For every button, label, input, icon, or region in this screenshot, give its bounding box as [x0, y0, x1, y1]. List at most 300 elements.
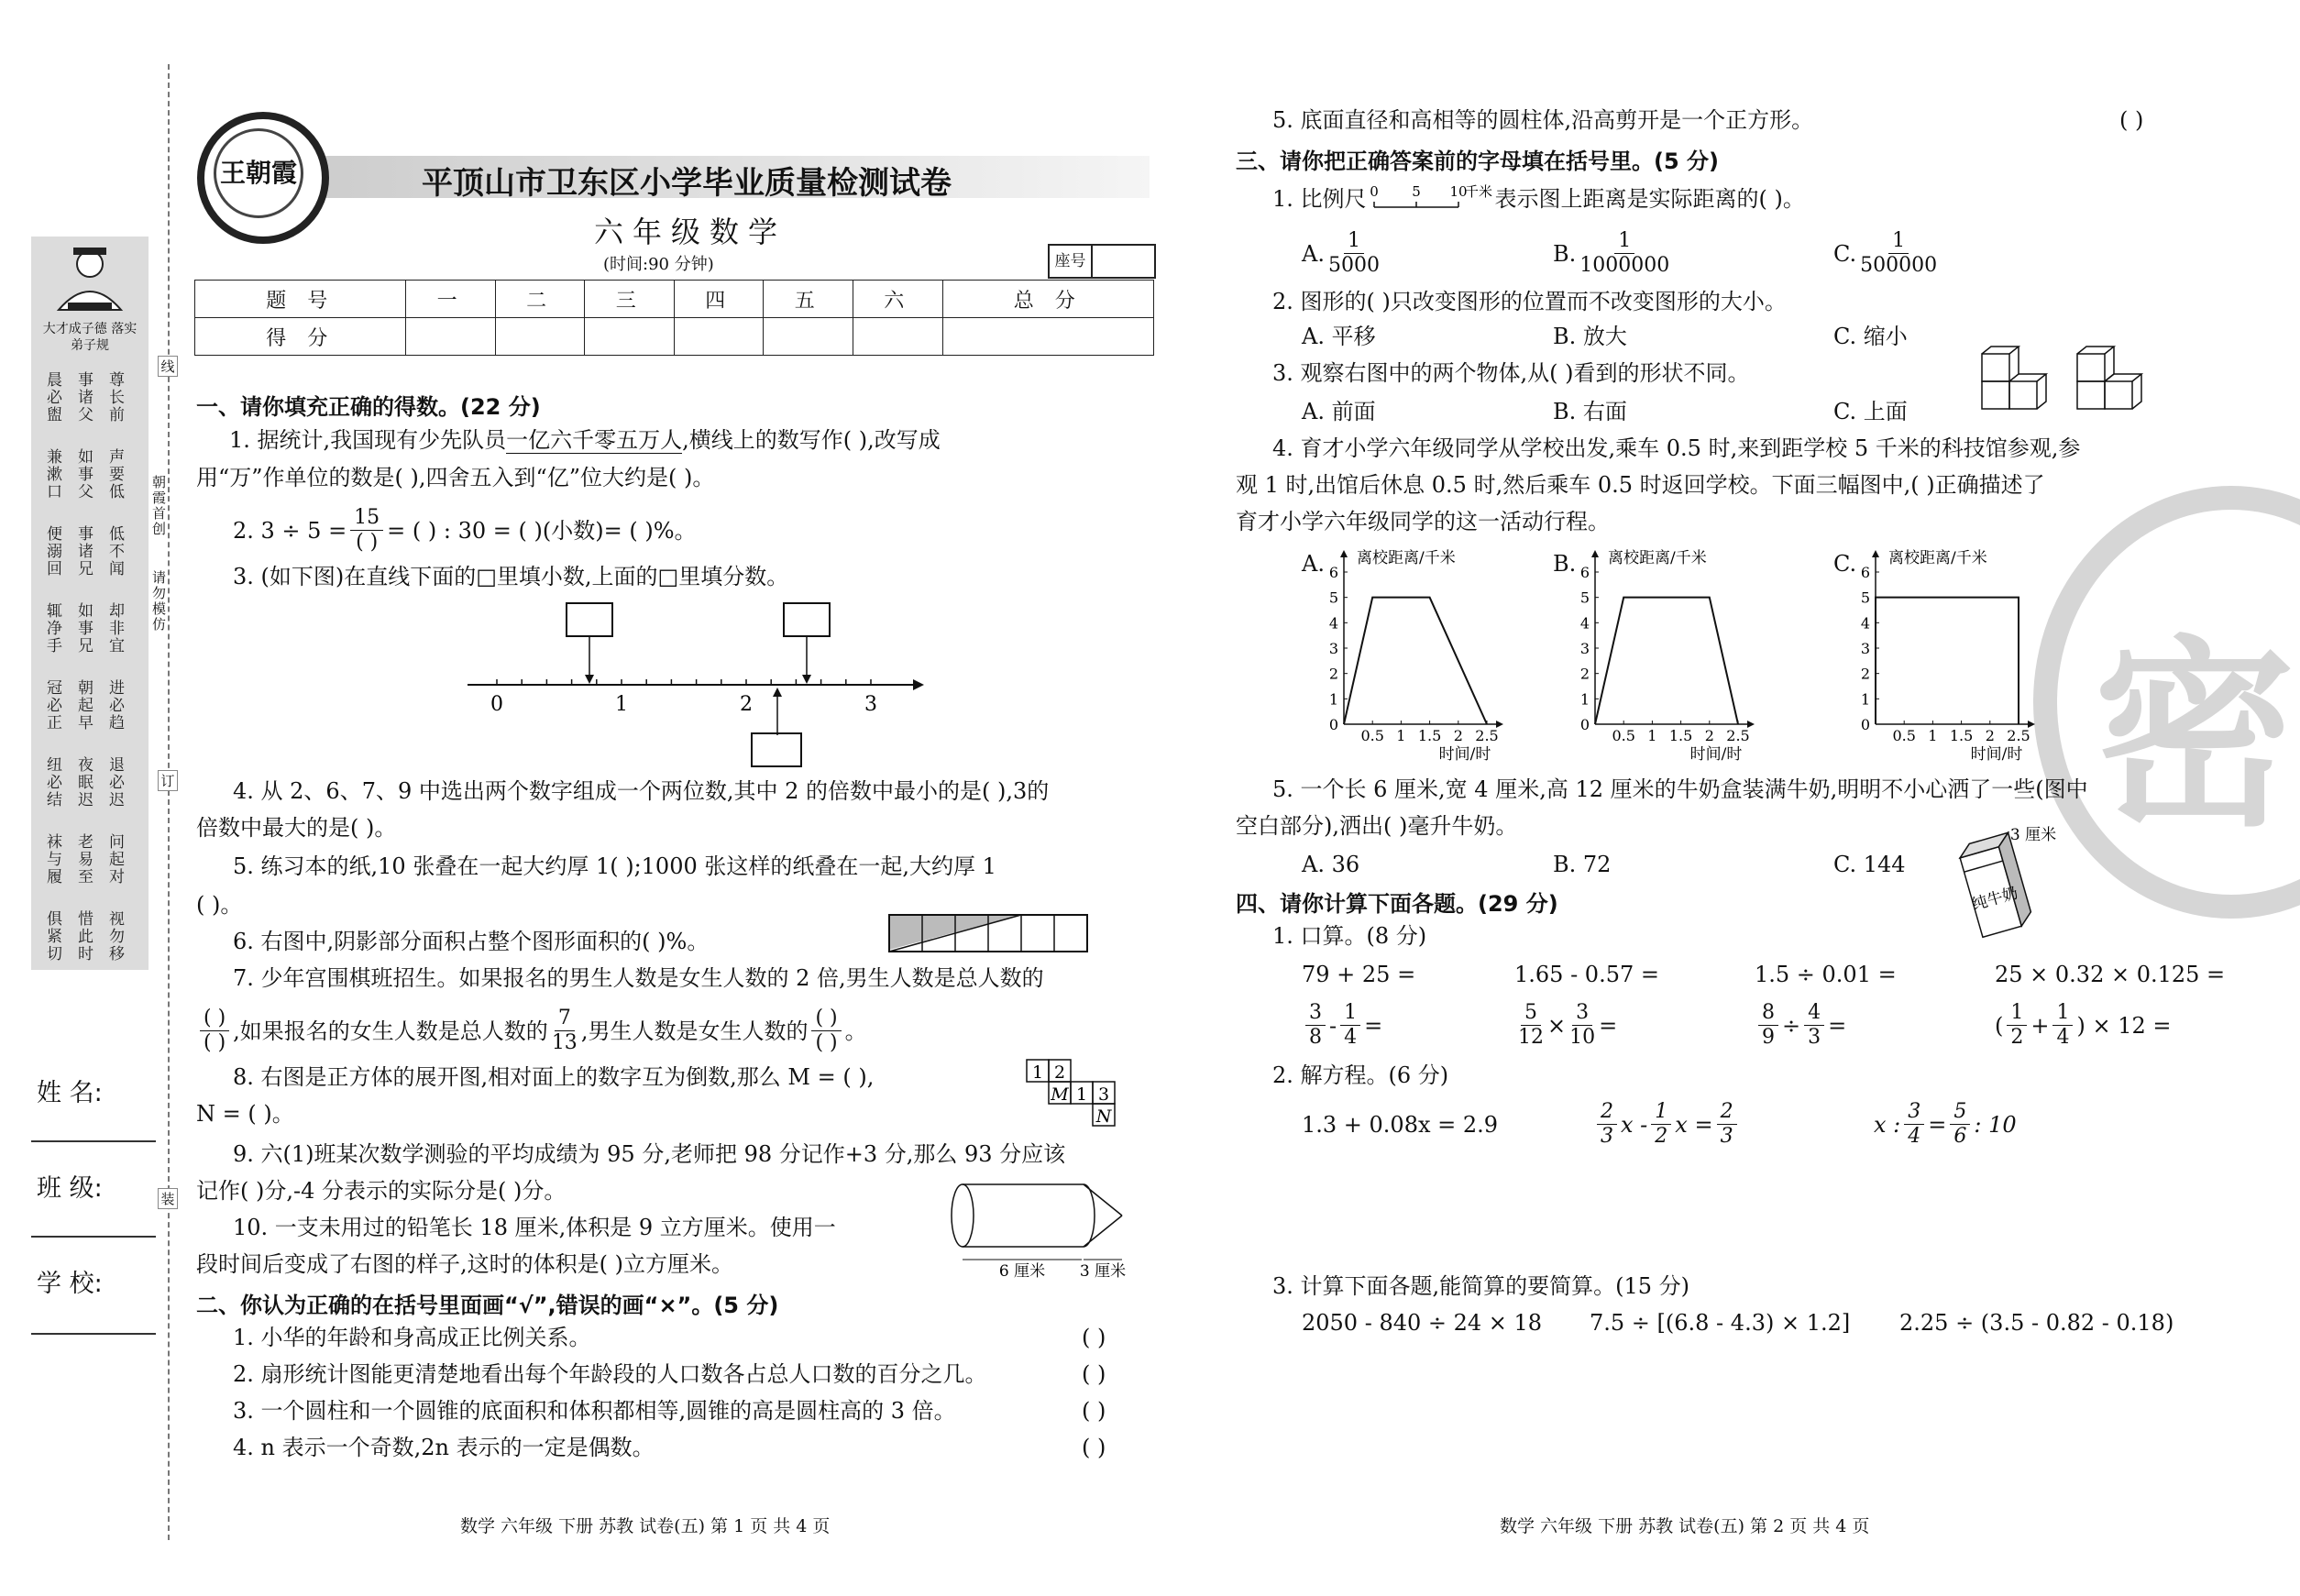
- tf-item-3: 3. 一个圆柱和一个圆锥的底面积和体积都相等,圆锥的高是圆柱高的 3 倍。: [233, 1398, 956, 1424]
- score-col-5: 五: [764, 281, 853, 318]
- graph-c: [1852, 546, 2072, 766]
- q9-line1: 9. 六(1)班某次数学测验的平均成绩为 95 分,老师把 98 分记作+3 分,那么 93 分应该: [233, 1141, 1066, 1167]
- y-tick-label: 3: [1860, 640, 1870, 657]
- num: 3: [1572, 1001, 1592, 1026]
- q6-text: 6. 右图中,阴影部分面积占整个图形面积的( )%。: [233, 929, 710, 954]
- q7-blank-fraction-2[interactable]: [811, 1007, 841, 1055]
- footer-left: 数学 六年级 下册 苏教 试卷(五) 第 1 页 共 4 页: [460, 1516, 831, 1536]
- y-tick-label: 5: [1328, 589, 1338, 607]
- motto-column: 视勿移: [109, 910, 125, 963]
- tick-label-0: 0: [490, 693, 503, 716]
- brand-note-2: 请勿模仿: [152, 569, 167, 633]
- frac: [1804, 1001, 1824, 1050]
- graph-a: [1320, 546, 1540, 766]
- score-table-score-row: [195, 318, 1154, 356]
- blank-num: ( ): [811, 1007, 841, 1031]
- y-tick-label: 0: [1328, 716, 1338, 733]
- y-tick-label: 3: [1579, 640, 1590, 657]
- shaded-rectangle-figure: [887, 913, 1089, 953]
- blank-num: ( ): [200, 1007, 229, 1031]
- subject-title: 六年级数学: [594, 215, 787, 249]
- tf-item-1: 1. 小华的年龄和身高成正比例关系。: [233, 1325, 591, 1350]
- cube-edge: [2105, 347, 2114, 381]
- motto-column: 老易至: [78, 833, 94, 886]
- opt-num: 1: [1614, 229, 1634, 254]
- den: 12: [1518, 1026, 1544, 1049]
- op: -: [1329, 1012, 1337, 1039]
- x-tick-label: 1: [1928, 727, 1938, 744]
- section-2-title: 二、你认为正确的在括号里面画“√”,错误的画“×”。(5 分): [196, 1293, 779, 1318]
- op: ÷: [1782, 1012, 1801, 1039]
- q8-line1: 8. 右图是正方体的展开图,相对面上的数字互为倒数,那么 M = ( ),: [233, 1064, 875, 1090]
- name-line[interactable]: [31, 1140, 156, 1142]
- frac: [1569, 1001, 1595, 1050]
- q2-fraction: [350, 506, 383, 555]
- y-tick-label: 0: [1579, 716, 1590, 733]
- x-tick-label: 1: [1647, 727, 1657, 744]
- oral-5: [1302, 1001, 1382, 1050]
- section-4-title: 四、请你计算下面各题。(29 分): [1236, 891, 1558, 917]
- den: 9: [1762, 1026, 1775, 1049]
- score-cell[interactable]: [853, 318, 942, 356]
- score-col-6: 六: [853, 281, 942, 318]
- y-tick-label: 2: [1579, 665, 1590, 683]
- q9-line2: 记作( )分,-4 分表示的实际分是( )分。: [196, 1178, 567, 1204]
- x-axis-label: 时间/时: [1689, 745, 1743, 764]
- class-label: 班 级:: [37, 1174, 103, 1203]
- den: 6: [1953, 1125, 1967, 1148]
- motto-column: 辄净手: [47, 602, 62, 655]
- motto-column: 低不闻: [109, 525, 125, 578]
- score-col-1: 一: [406, 281, 496, 318]
- graph-option-b[interactable]: B.: [1553, 551, 1577, 577]
- score-col-2: 二: [495, 281, 585, 318]
- net-label: N: [1095, 1106, 1112, 1127]
- trip-line: [1595, 598, 1738, 724]
- pencil-dim-2: 3 厘米: [1079, 1262, 1127, 1280]
- num: 1: [1340, 1001, 1360, 1026]
- score-col-3: 三: [585, 281, 675, 318]
- arrow-head: [773, 688, 782, 697]
- motto-column: 如事兄: [78, 602, 94, 655]
- axis-arrow-head: [913, 679, 924, 690]
- motto-column: 便溺回: [47, 525, 62, 578]
- frac: [1950, 1100, 1970, 1149]
- tf-item-4: 4. n 表示一个奇数,2n 表示的一定是偶数。: [233, 1435, 655, 1460]
- op: ×: [1547, 1012, 1567, 1039]
- frac: [1305, 1001, 1326, 1050]
- equation-2: [1593, 1100, 1741, 1149]
- mc-q1-text-a: 1. 比例尺: [1272, 186, 1367, 212]
- x-tick-label: 2: [1453, 727, 1463, 744]
- q7-blank-fraction-1[interactable]: [200, 1007, 229, 1055]
- tf-paren[interactable]: ( ): [1082, 1325, 1106, 1350]
- mc-q5-line1: 5. 一个长 6 厘米,宽 4 厘米,高 12 厘米的牛奶盒装满牛奶,明明不小心洒了一些(图中: [1272, 776, 2088, 802]
- scholar-figure-icon: [31, 237, 149, 324]
- cube-face: [1982, 381, 2009, 409]
- mc-q2-option-a[interactable]: A. 平移: [1302, 324, 1376, 349]
- q1-line1: [229, 426, 941, 454]
- num: 3: [1305, 1001, 1326, 1026]
- opt-num: 1: [1344, 229, 1364, 254]
- q1-line2: 用“万”作单位的数是( ),四舍五入到“亿”位大约是( )。: [196, 465, 715, 490]
- net-label: M: [1051, 1084, 1069, 1105]
- num: 1: [2007, 1001, 2027, 1026]
- motto-column: 俱紧切: [47, 910, 62, 963]
- option-letter: A.: [1302, 240, 1325, 267]
- tf-item-5: 5. 底面直径和高相等的圆柱体,沿高剪开是一个正方形。: [1272, 107, 1814, 133]
- y-tick-label: 4: [1328, 614, 1338, 633]
- mc-q3: 3. 观察右图中的两个物体,从( )看到的形状不同。: [1272, 360, 1750, 386]
- opt-den: 500000: [1860, 254, 1938, 277]
- arrow-head: [802, 675, 811, 684]
- object-1: [1982, 347, 2046, 409]
- option-fraction: [1860, 229, 1937, 278]
- den: 2: [2010, 1026, 2024, 1049]
- score-cell[interactable]: [764, 318, 853, 356]
- den: 4: [1908, 1125, 1921, 1148]
- mc-q1-option-a[interactable]: [1302, 229, 1383, 278]
- mc-q5-line2: 空白部分),洒出( )毫升牛奶。: [1236, 813, 1518, 839]
- score-cell[interactable]: [585, 318, 675, 356]
- mc-q1-option-c[interactable]: [1833, 229, 1941, 278]
- y-tick-label: 5: [1860, 589, 1870, 607]
- motto-column: 退必迟: [109, 756, 125, 809]
- opt-num: 1: [1888, 229, 1909, 254]
- mc-q1-text-b: 表示图上距离是实际距离的( )。: [1494, 186, 1805, 212]
- y-tick-label: 6: [1860, 564, 1870, 581]
- q7-line2: [196, 1007, 867, 1055]
- option-letter: C.: [1833, 240, 1857, 267]
- y-tick-label: 2: [1860, 665, 1870, 683]
- q7-den: 13: [551, 1031, 578, 1054]
- mc-q2: 2. 图形的( )只改变图形的位置而不改变图形的大小。: [1272, 289, 1787, 314]
- graph-option-a[interactable]: A.: [1302, 551, 1325, 577]
- graph-b: [1571, 546, 1791, 766]
- eq-text: : 10: [1974, 1111, 2017, 1138]
- q5-line2: ( )。: [196, 892, 243, 918]
- milk-box-figure: [1942, 821, 2061, 941]
- q4-line1: 4. 从 2、6、7、9 中选出两个数字组成一个两位数,其中 2 的倍数中最小的是( ),3的: [233, 778, 1050, 804]
- pencil-dim-1: 6 厘米: [998, 1262, 1046, 1280]
- num: 8: [1758, 1001, 1778, 1026]
- school-line[interactable]: [31, 1333, 156, 1335]
- class-line[interactable]: [31, 1236, 156, 1238]
- cube-edge: [2037, 374, 2046, 409]
- frac: [1340, 1001, 1360, 1050]
- frac: [1651, 1100, 1671, 1149]
- y-tick-label: 4: [1579, 614, 1590, 633]
- answer-box: [752, 733, 801, 766]
- time-note: (时间:90 分钟): [603, 255, 714, 274]
- y-tick-label: 6: [1579, 564, 1590, 581]
- section-1-title: 一、请你填充正确的得数。(22 分): [196, 394, 541, 420]
- q2-text-b: = ( ) : 30 = ( )(小数)= ( )%。: [387, 517, 697, 544]
- q1-underlined: 一亿六千零五万人: [506, 427, 683, 453]
- calc-q1: 1. 口算。(8 分): [1272, 923, 1427, 949]
- mc-q2-option-c[interactable]: C. 缩小: [1833, 324, 1908, 349]
- brand-note: 朝霞首创: [152, 474, 167, 537]
- y-axis-label: 离校距离/千米: [1357, 549, 1456, 567]
- motto-column: 朝起早: [78, 679, 94, 732]
- x-tick-label: 1.5: [1417, 727, 1442, 744]
- q7-line1: 7. 少年宫围棋班招生。如果报名的男生人数是女生人数的 2 倍,男生人数是总人数的: [233, 965, 1044, 991]
- mc-q1-option-b[interactable]: [1553, 229, 1673, 278]
- school-label: 学 校:: [37, 1270, 103, 1298]
- num: 5: [1521, 1001, 1541, 1026]
- score-cell[interactable]: [495, 318, 585, 356]
- oral-7: [1755, 1001, 1846, 1050]
- scale-label: 0: [1369, 183, 1379, 200]
- score-table-header-row: [195, 281, 1154, 318]
- cube-face: [1982, 354, 2009, 381]
- num: 5: [1950, 1100, 1970, 1125]
- y-tick-label: 2: [1328, 665, 1338, 683]
- graph-option-c[interactable]: C.: [1833, 551, 1857, 577]
- motto-column: 问起对: [109, 833, 125, 886]
- eq-text: x :: [1874, 1111, 1901, 1138]
- cube-edge: [1982, 347, 2019, 354]
- score-col-header: 题 号: [195, 281, 406, 318]
- frac: [1597, 1100, 1617, 1149]
- brand-logo: [197, 112, 329, 244]
- q4-line2: 倍数中最大的是( )。: [196, 815, 397, 841]
- motto-column: 纽必结: [47, 756, 62, 809]
- x-tick-label: 2.5: [1475, 727, 1499, 744]
- q1-text-a: 1. 据统计,我国现有少先队员: [229, 427, 507, 453]
- q10-line1: 10. 一支未用过的铅笔长 18 厘米,体积是 9 立方厘米。使用一: [233, 1215, 836, 1240]
- x-tick-label: 1: [1396, 727, 1406, 744]
- q2-line: [233, 506, 697, 555]
- q7-num: 7: [555, 1007, 575, 1031]
- mc-q5-option-a[interactable]: A. 36: [1302, 852, 1360, 877]
- q10-line2: 段时间后变成了右图的样子,这时的体积是( )立方厘米。: [196, 1251, 733, 1277]
- q8-line2: N = ( )。: [196, 1101, 294, 1127]
- milk-dim: 3 厘米: [2009, 826, 2057, 844]
- answer-box: [567, 603, 612, 636]
- cube-edge: [2105, 374, 2141, 381]
- x-tick-label: 1.5: [1668, 727, 1693, 744]
- q7-text-d: 。: [844, 1018, 867, 1044]
- blank-den: ( ): [815, 1031, 838, 1054]
- milk-label: 纯牛奶: [1970, 884, 2020, 915]
- cube-net-figure: [1025, 1058, 1126, 1131]
- motto-column: 尊长前: [109, 371, 125, 424]
- q2-den: ( ): [356, 531, 379, 554]
- cube-face: [2105, 381, 2132, 409]
- frac: [2007, 1001, 2027, 1050]
- y-tick-label: 4: [1860, 614, 1870, 633]
- motto-column: 冠必正: [47, 679, 62, 732]
- motto-panel: [31, 237, 149, 970]
- mc-q1: [1272, 183, 1805, 215]
- y-tick-label: 3: [1328, 640, 1338, 657]
- score-cell[interactable]: [406, 318, 496, 356]
- trip-line: [1876, 598, 2019, 724]
- seat-label: 座号: [1050, 246, 1093, 277]
- oral-2: 1.65 - 0.57 =: [1514, 962, 1659, 987]
- cut-mark-ding: 订: [158, 770, 178, 791]
- calc-3: 2.25 ÷ (3.5 - 0.82 - 0.18): [1899, 1310, 2174, 1336]
- blank-den: ( ): [204, 1031, 226, 1054]
- cube-edge: [2077, 347, 2114, 354]
- mc-q5-option-c[interactable]: C. 144: [1833, 852, 1906, 877]
- score-row-label: 得 分: [195, 318, 406, 356]
- x-tick-label: 1.5: [1949, 727, 1974, 744]
- cube-stack-figure: [1980, 345, 2151, 418]
- mc-q3-option-b[interactable]: B. 右面: [1553, 399, 1627, 424]
- frac: [1758, 1001, 1778, 1050]
- y-tick-label: 1: [1328, 690, 1338, 709]
- cube-edge: [2019, 374, 2046, 381]
- tf-paren[interactable]: ( ): [2119, 107, 2144, 133]
- tick-label-1: 1: [615, 693, 628, 716]
- op: +: [2030, 1012, 2050, 1039]
- den: 8: [1309, 1026, 1322, 1049]
- oral-3: 1.5 ÷ 0.01 =: [1755, 962, 1897, 987]
- pre: (: [1995, 1012, 2004, 1039]
- x-tick-label: 0.5: [1360, 727, 1384, 744]
- den: 10: [1569, 1026, 1596, 1049]
- tail: =: [1364, 1012, 1383, 1039]
- x-tick-label: 0.5: [1612, 727, 1635, 744]
- mc-q5-option-b[interactable]: B. 72: [1553, 852, 1612, 877]
- y-tick-label: 0: [1860, 716, 1870, 733]
- score-cell[interactable]: [674, 318, 764, 356]
- mc-q4-line1: 4. 育才小学六年级同学从学校出发,乘车 0.5 时,来到距学校 5 千米的科技馆参观,参: [1272, 435, 2081, 461]
- oral-6: [1514, 1001, 1617, 1050]
- opt-den: 5000: [1327, 254, 1380, 277]
- oral-1: 79 + 25 =: [1302, 962, 1416, 987]
- name-label: 姓 名:: [37, 1079, 103, 1107]
- num: 1: [1651, 1100, 1671, 1125]
- eq-text: x =: [1675, 1111, 1713, 1138]
- trip-line: [1344, 598, 1487, 724]
- motto-column: 晨必盥: [47, 371, 62, 424]
- tf-paren[interactable]: ( ): [1082, 1398, 1106, 1424]
- option-fraction: [1328, 229, 1380, 278]
- net-label: 1: [1075, 1084, 1088, 1105]
- x-tick-label: 2: [1985, 727, 1995, 744]
- num: 2: [1717, 1100, 1737, 1125]
- tf-paren[interactable]: ( ): [1082, 1435, 1106, 1460]
- motto-column: 袜与履: [47, 833, 62, 886]
- den: 3: [1808, 1026, 1821, 1049]
- num: 2: [1597, 1100, 1617, 1125]
- frac: [1904, 1100, 1924, 1149]
- q7-text-b: ,如果报名的女生人数是总人数的: [233, 1018, 548, 1044]
- frac: [2052, 1001, 2073, 1050]
- x-tick-label: 2: [1704, 727, 1714, 744]
- calc-q3: 3. 计算下面各题,能简算的要简算。(15 分): [1272, 1273, 1690, 1299]
- option-fraction: [1579, 229, 1669, 278]
- motto-column: 声要低: [109, 448, 125, 501]
- logo-text: 王朝霞: [214, 128, 303, 218]
- opt-den: 1000000: [1579, 254, 1670, 277]
- motto-head: 大才成子德 落实弟子规: [42, 322, 138, 353]
- y-tick-label: 1: [1579, 690, 1590, 709]
- answer-box: [784, 603, 830, 636]
- y-axis-arrow: [1340, 550, 1348, 557]
- pencil-figure: [944, 1177, 1128, 1280]
- x-tick-label: 2.5: [2007, 727, 2030, 744]
- mc-q3-option-a[interactable]: A. 前面: [1302, 399, 1376, 424]
- calc-q2: 2. 解方程。(6 分): [1272, 1062, 1449, 1088]
- x-axis-label: 时间/时: [1438, 745, 1491, 764]
- cube-face: [2077, 381, 2105, 409]
- arrow-head: [585, 675, 594, 684]
- motto-column: 事诸父: [78, 371, 94, 424]
- pencil-tip-edge: [1084, 1184, 1122, 1216]
- motto-column: 进必趋: [109, 679, 125, 732]
- tail: =: [1599, 1012, 1618, 1039]
- pencil-join: [1084, 1184, 1095, 1247]
- q2-num: 15: [350, 506, 383, 531]
- object-2: [2077, 347, 2141, 409]
- den: 4: [2056, 1026, 2070, 1049]
- score-col-total: 总 分: [942, 281, 1154, 318]
- tail: =: [1828, 1012, 1847, 1039]
- motto-column: 夜眠迟: [78, 756, 94, 809]
- calc-1: 2050 - 840 ÷ 24 × 18: [1302, 1310, 1543, 1336]
- cut-mark-line: 线: [158, 356, 178, 377]
- cut-mark-zhuang: 装: [158, 1188, 178, 1209]
- eq-text: x -: [1621, 1111, 1648, 1138]
- den: 3: [1720, 1125, 1733, 1148]
- y-axis-label: 离校距离/千米: [1608, 549, 1707, 567]
- fold-dashed-line: [168, 64, 170, 1540]
- mc-q2-option-b[interactable]: B. 放大: [1553, 324, 1627, 349]
- tick-label-3: 3: [864, 693, 877, 716]
- net-label: 3: [1097, 1084, 1110, 1105]
- q2-text-a: 2. 3 ÷ 5 =: [233, 517, 347, 544]
- q1-text-b: ,横线上的数写作( ),改写成: [682, 427, 941, 453]
- score-table: [194, 280, 1154, 356]
- tail: ) × 12 =: [2076, 1012, 2172, 1039]
- footer-right: 数学 六年级 下册 苏教 试卷(五) 第 2 页 共 4 页: [1500, 1516, 1870, 1536]
- x-tick-label: 2.5: [1726, 727, 1750, 744]
- num: 4: [1804, 1001, 1824, 1026]
- cube-face: [2009, 381, 2037, 409]
- motto-column: 却非宜: [109, 602, 125, 655]
- oral-8: [1995, 1001, 2172, 1050]
- tf-paren[interactable]: ( ): [1082, 1361, 1106, 1387]
- y-axis-arrow: [1591, 550, 1599, 557]
- den: 2: [1655, 1125, 1668, 1148]
- mc-q3-option-c[interactable]: C. 上面: [1833, 399, 1908, 424]
- cube-edge: [2009, 347, 2019, 381]
- oral-4: 25 × 0.32 × 0.125 =: [1995, 962, 2226, 987]
- frac: [1717, 1100, 1737, 1149]
- cube-edge: [2132, 374, 2141, 409]
- score-cell[interactable]: [942, 318, 1154, 356]
- den: 4: [1344, 1026, 1358, 1049]
- q5-line1: 5. 练习本的纸,10 张叠在一起大约厚 1( );1000 张这样的纸叠在一起,大约厚 1: [233, 853, 996, 879]
- motto-column: 兼漱口: [47, 448, 62, 501]
- num: 1: [2052, 1001, 2073, 1026]
- motto-column: 惜此时: [78, 910, 94, 963]
- watermark-char: 密: [2094, 619, 2296, 853]
- den: 3: [1601, 1125, 1613, 1148]
- q7-text-c: ,男生人数是女生人数的: [580, 1018, 809, 1044]
- scale-label: 5: [1411, 183, 1421, 200]
- q7-fraction: [552, 1007, 578, 1055]
- calc-2: 7.5 ÷ [(6.8 - 4.3) × 1.2]: [1590, 1310, 1851, 1336]
- seat-number-box[interactable]: [1048, 244, 1156, 279]
- y-axis-label: 离校距离/千米: [1888, 549, 1987, 567]
- cube-face: [2077, 354, 2105, 381]
- scale-unit: 千米: [1464, 183, 1492, 200]
